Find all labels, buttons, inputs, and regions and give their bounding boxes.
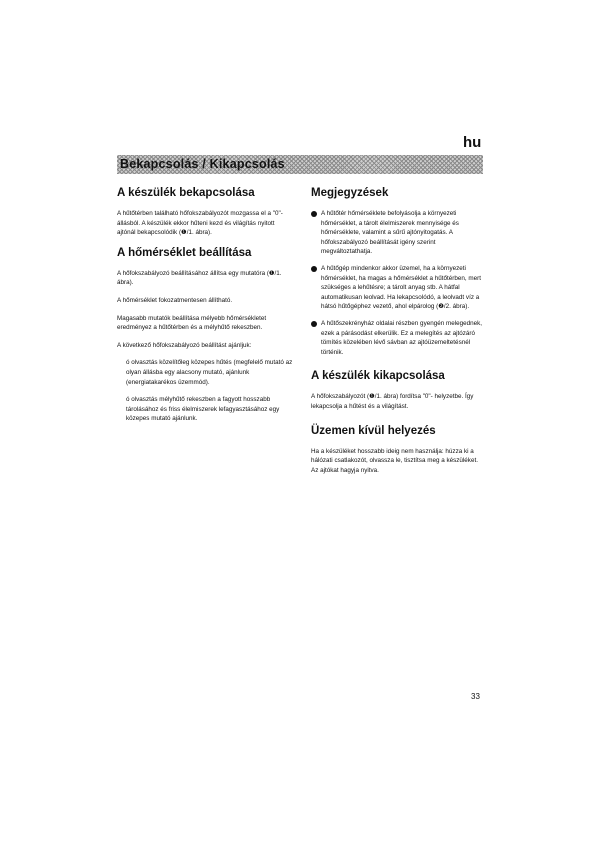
note-bullet-1 (311, 209, 486, 257)
paragraph-out-of-service: Ha a készüléket hosszabb ideig nem használja: húzza ki a hálózati csatlakozót, olvassza le, tisztítsa meg a készüléket. Az ajtókat hagyja nyitva. (311, 447, 478, 474)
note-text-2: A hűtőgép mindenkor akkor üzemel, ha a környezeti hőmérséklet, ha magas a hőmérséklet a hűtőtérben, mert szükséges a lehűtésre; a tárolt anyag stb. A hátfal automatikusan leolvad. Ha lekapcsolódó, a leolvadt víz a hátsó hűtőgéphez vezető, ahol elpárolog (❷/2. ábra). (321, 264, 481, 311)
note-text-1: A hűtőtér hőmérséklete befolyásolja a környezeti hőmérséklet, a tárolt élelmiszerek mennyisége és hőmérséklete, valamint a sűrű ajtónyitogatás. A hőfokszabályozó beállítását igény szerint megváltoztathatja. (321, 210, 459, 256)
section-title: Bekapcsolás / Kikapcsolás (120, 157, 285, 171)
page-number: 33 (471, 692, 480, 701)
left-column (117, 186, 293, 432)
note-text-3: A hűtőszekrényház oldalai részben gyengén melegednek, ezek a párásodást elkerülik. Ez a melegítés az ajtózáró tömítés közelében lévő sávban az ajtóüzemeltetésnél történik. (321, 319, 483, 356)
heading-temperature: A hőmérséklet beállítása (117, 246, 252, 259)
language-code: hu (463, 134, 482, 151)
paragraph-temperature-6: ó olvasztás mélyhűtő rekeszben a fagyott hosszabb tárolásához és friss élelmiszerek lefagyasztásához egy közepes mutató ajánlunk. (126, 396, 280, 423)
paragraph-temperature-4: A következő hőfokszabályozó beállítást ajánljuk: (117, 341, 252, 349)
bullet-dot-icon (311, 211, 317, 217)
heading-switch-on: A készülék bekapcsolása (117, 187, 255, 199)
note-bullet-2 (311, 264, 486, 312)
right-column (311, 186, 486, 483)
paragraph-temperature-5: ó olvasztás közelítőleg közepes hűtés (megfelelő mutató az olyan állásba egy alacsony mutató, ajánlunk (energiatakarékos üzemmód). (126, 359, 293, 386)
paragraph-switch-off: A hőfokszabályozót (❶/1. ábra) fordítsa "0"- helyzetbe. Így lekapcsolja a hűtést és a világítást. (311, 393, 474, 410)
heading-notes: Megjegyzések (311, 187, 389, 199)
section-header-band (117, 155, 483, 174)
paragraph-temperature-3: Magasabb mutatók beállítása mélyebb hőmérsékletet eredményez a hűtőtérben és a mélyhűtő rekeszben. (117, 314, 267, 332)
bullet-dot-icon (311, 266, 317, 272)
bullet-dot-icon (311, 321, 317, 327)
heading-out-of-service: Üzemen kívül helyezés (311, 424, 436, 437)
paragraph-temperature-2: A hőmérséklet fokozatmentesen állítható. (117, 296, 233, 304)
note-bullet-3 (311, 319, 486, 357)
paragraph-temperature-1: A hőfokszabályozó beállításához állítsa egy mutatóra (❶/1. ábra). (117, 269, 282, 287)
heading-switch-off: A készülék kikapcsolása (311, 370, 445, 383)
paragraph-switch-on: A hűtőtérben található hőfokszabályozót mozgassa el a "0"- állásból. A készülék ekkor hűteni kezd és világítás nyitott ajtónál bekapcsolódik (❶/1. ábra). (117, 210, 283, 237)
